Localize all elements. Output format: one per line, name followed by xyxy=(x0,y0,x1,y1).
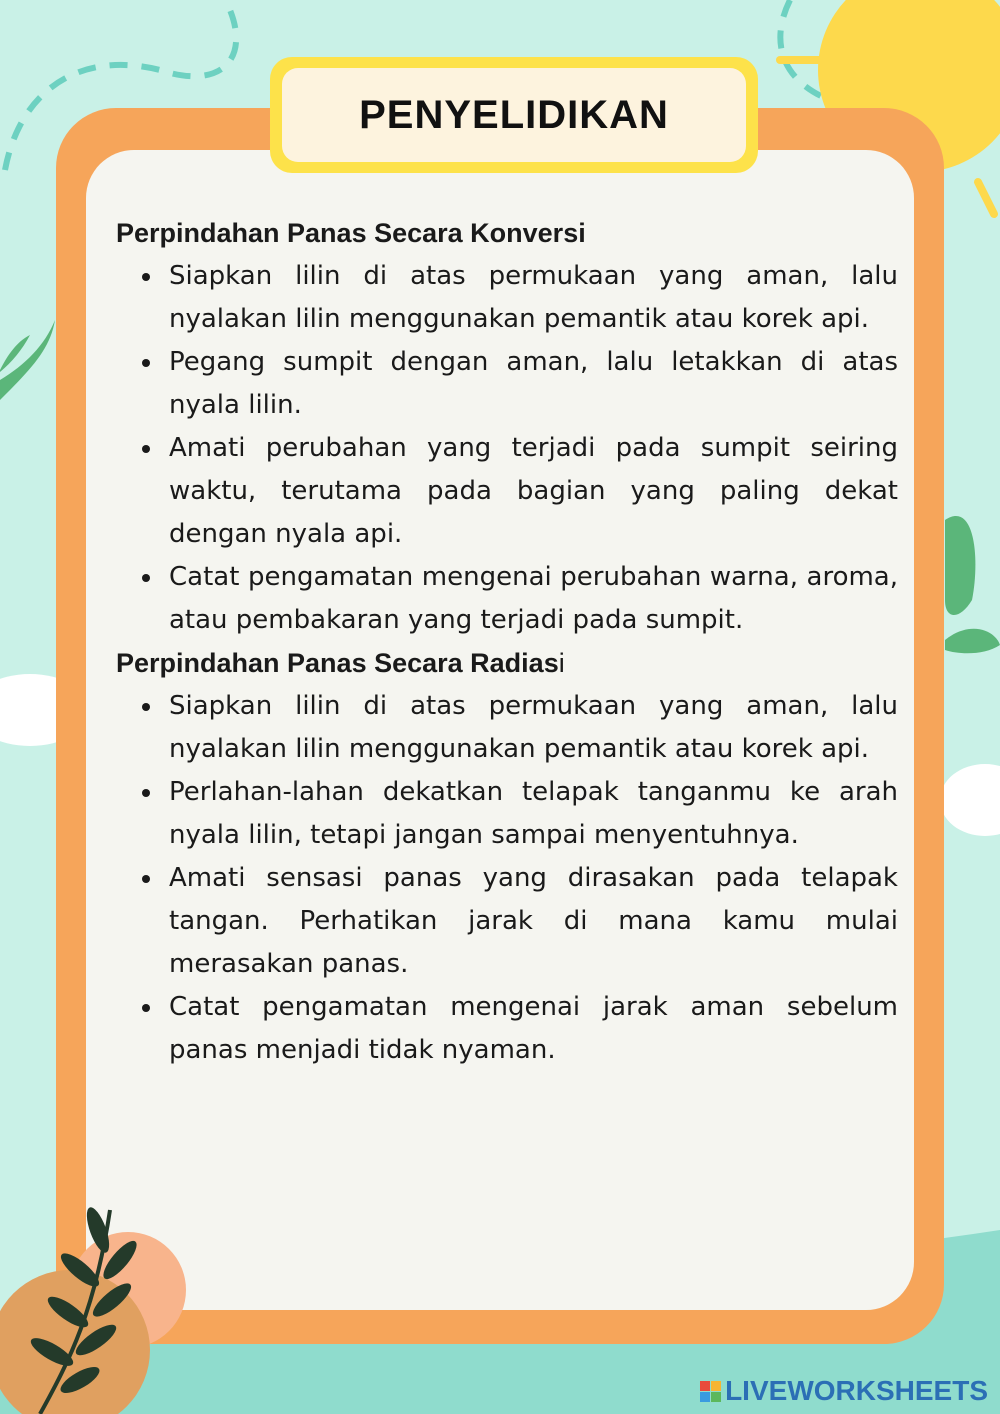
list-item: Siapkan lilin di atas permukaan yang aman, lalu nyalakan lilin menggunakan pemantik atau korek api. xyxy=(116,255,898,341)
section-conduction xyxy=(116,212,898,642)
list-item: Perlahan-lahan dekatkan telapak tanganmu ke arah nyala lilin, tetapi jangan sampai menyentuhnya. xyxy=(116,771,898,857)
cloud-right-icon xyxy=(940,764,1000,836)
leaf-left-icon xyxy=(0,320,55,400)
section-radiation xyxy=(116,642,898,1072)
plant-decoration xyxy=(0,1200,200,1414)
list-item: Catat pengamatan mengenai perubahan warna, aroma, atau pembakaran yang terjadi pada sumpit. xyxy=(116,556,898,642)
leaf-right-icon xyxy=(945,516,1000,653)
liveworksheets-brand[interactable] xyxy=(700,1376,988,1406)
list-item: Amati perubahan yang terjadi pada sumpit seiring waktu, terutama pada bagian yang paling dekat dengan nyala api. xyxy=(116,427,898,556)
logo-square-green xyxy=(711,1392,721,1402)
liveworksheets-logo-icon xyxy=(700,1381,721,1402)
section-heading: Perpindahan Panas Secara Radiasi xyxy=(116,648,565,678)
page-title: PENYELIDIKAN xyxy=(359,92,669,137)
list-item: Amati sensasi panas yang dirasakan pada telapak tangan. Perhatikan jarak di mana kamu mulai merasakan panas. xyxy=(116,857,898,986)
logo-square-red xyxy=(700,1381,710,1391)
list-item: Pegang sumpit dengan aman, lalu letakkan di atas nyala lilin. xyxy=(116,341,898,427)
logo-square-yellow xyxy=(711,1381,721,1391)
logo-square-blue xyxy=(700,1392,710,1402)
list-item: Siapkan lilin di atas permukaan yang aman, lalu nyalakan lilin menggunakan pemantik atau korek api. xyxy=(116,685,898,771)
step-list xyxy=(116,685,898,1072)
section-heading: Perpindahan Panas Secara Konversi xyxy=(116,218,586,248)
content-area xyxy=(116,212,898,1072)
step-list xyxy=(116,255,898,642)
title-banner xyxy=(282,68,746,162)
list-item: Catat pengamatan mengenai jarak aman sebelum panas menjadi tidak nyaman. xyxy=(116,986,898,1072)
brand-name: LIVEWORKSHEETS xyxy=(725,1375,988,1406)
